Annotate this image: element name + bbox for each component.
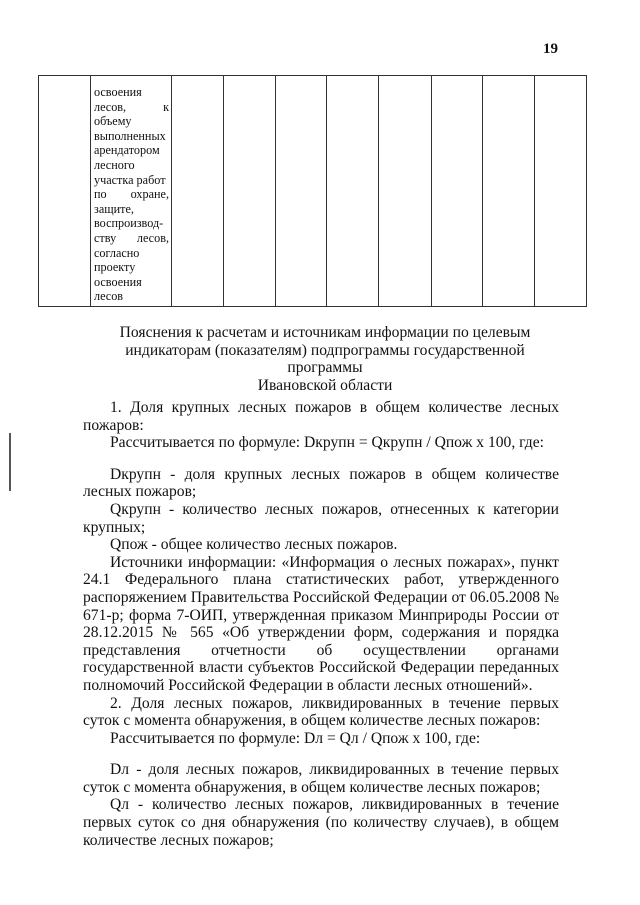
table-cell-empty <box>535 76 587 307</box>
table-cell-empty <box>432 76 483 307</box>
cell-line: освоения <box>94 85 142 99</box>
section-1-title: 1. Доля крупных лесных пожаров в общем количестве лесных пожаров: <box>83 399 559 434</box>
table-cell-empty <box>327 76 379 307</box>
section-2-definition-d: Dл - доля лесных пожаров, ликвидированных в течение первых суток с момента обнаружения, в общем количестве лесных пожаров; <box>83 761 559 796</box>
scan-artifact-line <box>9 433 11 491</box>
indicator-table <box>38 75 587 307</box>
cell-line: участка работ <box>94 172 166 187</box>
section-heading <box>100 324 550 394</box>
spacer <box>83 747 559 761</box>
cell-line: освоения <box>94 274 142 289</box>
heading-line: Пояснения к расчетам и источникам информации по целевым <box>119 324 531 341</box>
cell-line: защите, <box>94 201 134 216</box>
section-2-formula: Рассчитывается по формуле: Dл = Qл / Qпож x 100, где: <box>110 729 481 747</box>
cell-line: лесов <box>94 289 124 304</box>
table-cell-empty <box>172 76 224 307</box>
spacer <box>83 452 559 466</box>
section-2-definition-q: Qл - количество лесных пожаров, ликвидированных в течение первых суток со дня обнаружения (по количеству случаев), в общем количестве лесных пожаров; <box>83 796 559 849</box>
cell-line: проекту <box>94 260 136 275</box>
cell-line: лесов, к <box>94 99 169 114</box>
heading-line: индикаторам (показателям) подпрограммы государственной программы <box>125 341 525 377</box>
cell-line: объему <box>94 114 132 129</box>
table-cell-empty <box>276 76 327 307</box>
table-cell-empty <box>224 76 276 307</box>
heading-line: Ивановской области <box>257 376 393 394</box>
section-1-definition-qpozh: Qпож - общее количество лесных пожаров. <box>110 536 398 554</box>
section-1-definition-q: Qкрупн - количество лесных пожаров, отнесенных к категории крупных; <box>83 500 559 536</box>
section-2-title: 2. Доля лесных пожаров, ликвидированных в течение первых суток с момента обнаружения, в общем количестве лесных пожаров: <box>83 694 559 730</box>
cell-line: выполненных <box>94 128 166 143</box>
cell-line: воспроизвод- <box>94 216 164 231</box>
cell-line: лесного <box>94 157 135 172</box>
table-cell-indicator-name <box>91 76 172 307</box>
cell-line: по охране, <box>94 187 169 202</box>
section-1-formula: Рассчитывается по формуле: Dкрупн = Qкрупн / Qпож x 100, где: <box>110 434 544 452</box>
table-cell-empty <box>483 76 535 307</box>
cell-line: арендатором <box>94 143 160 158</box>
explanation-body <box>83 399 559 849</box>
table-cell-empty <box>379 76 432 307</box>
indicator-name-text <box>91 76 171 304</box>
table-row <box>39 76 587 307</box>
section-1-sources: Источники информации: «Информация о лесных пожарах», пункт 24.1 Федерального плана статистических работ, утвержденного распоряжением Правительства Российской Федерации от 06.05.2008 № 671-р; форма 7-ОИП, утвержденная приказом Минприроды России от 28.12.2015 № 565 «Об утверждении форм, содержания и порядка представления отчетности об осуществлении органами государственной власти субъектов Российской Федерации переданных полномочий Российской Федерации в области лесных отношений». <box>83 553 559 694</box>
indicator-table-fragment <box>38 75 585 306</box>
cell-line: согласно <box>94 245 140 260</box>
page-number: 19 <box>543 41 558 57</box>
table-cell-number <box>39 76 91 307</box>
section-1-definition-d: Dкрупн - доля крупных лесных пожаров в общем количестве лесных пожаров; <box>83 465 559 501</box>
cell-line: ству лесов, <box>94 230 169 245</box>
